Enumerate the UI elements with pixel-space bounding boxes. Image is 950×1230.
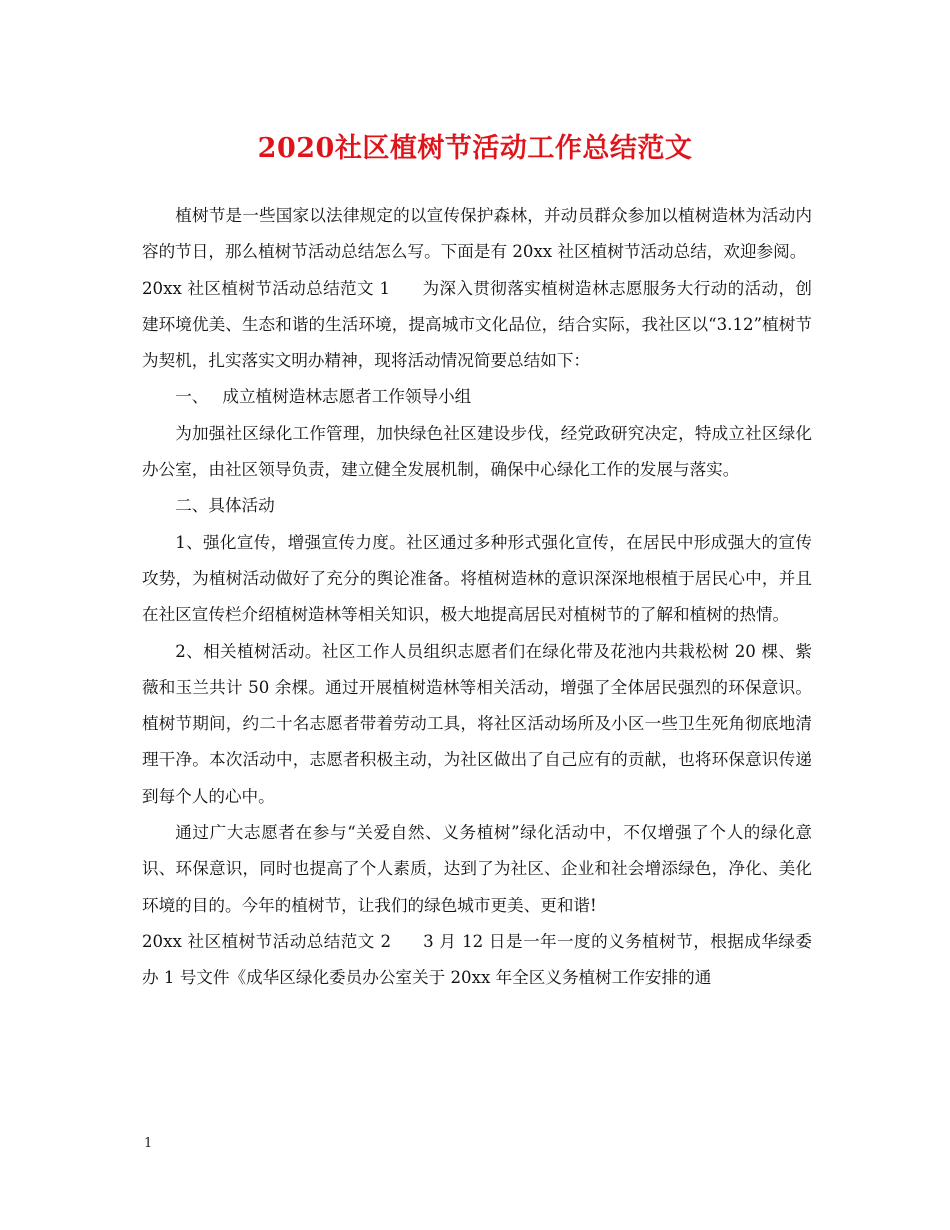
- summary-2-text: 3 月 12 日是一年一度的义务植树节，根据成华绿委办 1 号文件《成华区绿化委员办公室关于 20xx 年全区义务植树工作安排的通: [142, 931, 812, 988]
- document-title: 2020社区植树节活动工作总结范文: [257, 133, 693, 164]
- activity-2-paragraph: 2、相关植树活动。社区工作人员组织志愿者们在绿化带及花池内共栽松树 20 棵、紫薇和玉兰共计 50 余棵。通过开展植树造林等相关活动，增强了全体居民强烈的环保意识。植树节期间，约二十名志愿者带着劳动工具，将社区活动场所及小区一些卫生死角彻底地清理干净。本次活动中，志愿者积极主动，为社区做出了自己应有的贡献，也将环保意识传递到每个人的心中。: [142, 641, 812, 806]
- section-1-title: 成立植树造林志愿者工作领导小组: [222, 387, 472, 407]
- document-body: [142, 198, 812, 997]
- conclusion-paragraph: 通过广大志愿者在参与“关爱自然、义务植树”绿化活动中，不仅增强了个人的绿化意识、环保意识，同时也提高了个人素质，达到了为社区、企业和社会增添绿色，净化、美化环境的目的。今年的植树节，让我们的绿色城市更美、更和谐!: [142, 823, 812, 915]
- section-1-heading: [142, 379, 812, 415]
- summary-1-text: 为深入贯彻落实植树造林志愿服务大行动的活动，创建环境优美、生态和谐的生活环境，提高城市文化品位，结合实际，我社区以“3.12”植树节为契机，扎实落实文明办精神，现将活动情况简要总结如下：: [142, 278, 812, 371]
- activity-1-paragraph: 1、强化宣传，增强宣传力度。社区通过多种形式强化宣传，在居民中形成强大的宣传攻势，为植树活动做好了充分的舆论准备。将植树造林的意识深深地根植于居民心中，并且在社区宣传栏介绍植树造林等相关知识，极大地提高居民对植树节的了解和植树的热情。: [142, 532, 812, 625]
- section-1-paragraph: 为加强社区绿化工作管理，加快绿色社区建设步伐，经党政研究决定，特成立社区绿化办公室，由社区领导负责，建立健全发展机制，确保中心绿化工作的发展与落实。: [142, 423, 812, 480]
- section-1-number: 一、: [175, 387, 209, 407]
- summary-2-heading: 20xx 社区植树节活动总结范文 2: [142, 931, 392, 951]
- intro-paragraph: 植树节是一些国家以法律规定的以宣传保护森林，并动员群众参加以植树造林为活动内容的节日，那么植树节活动总结怎么写。下面是有 20xx 社区植树节活动总结，欢迎参阅。: [142, 206, 812, 262]
- section-2-heading: 二、具体活动: [175, 496, 275, 516]
- summary-2-paragraph: [142, 924, 812, 997]
- page-number: 1: [144, 1136, 153, 1151]
- summary-1-heading: 20xx 社区植树节活动总结范文 1: [142, 278, 391, 298]
- summary-1-paragraph: [142, 271, 812, 380]
